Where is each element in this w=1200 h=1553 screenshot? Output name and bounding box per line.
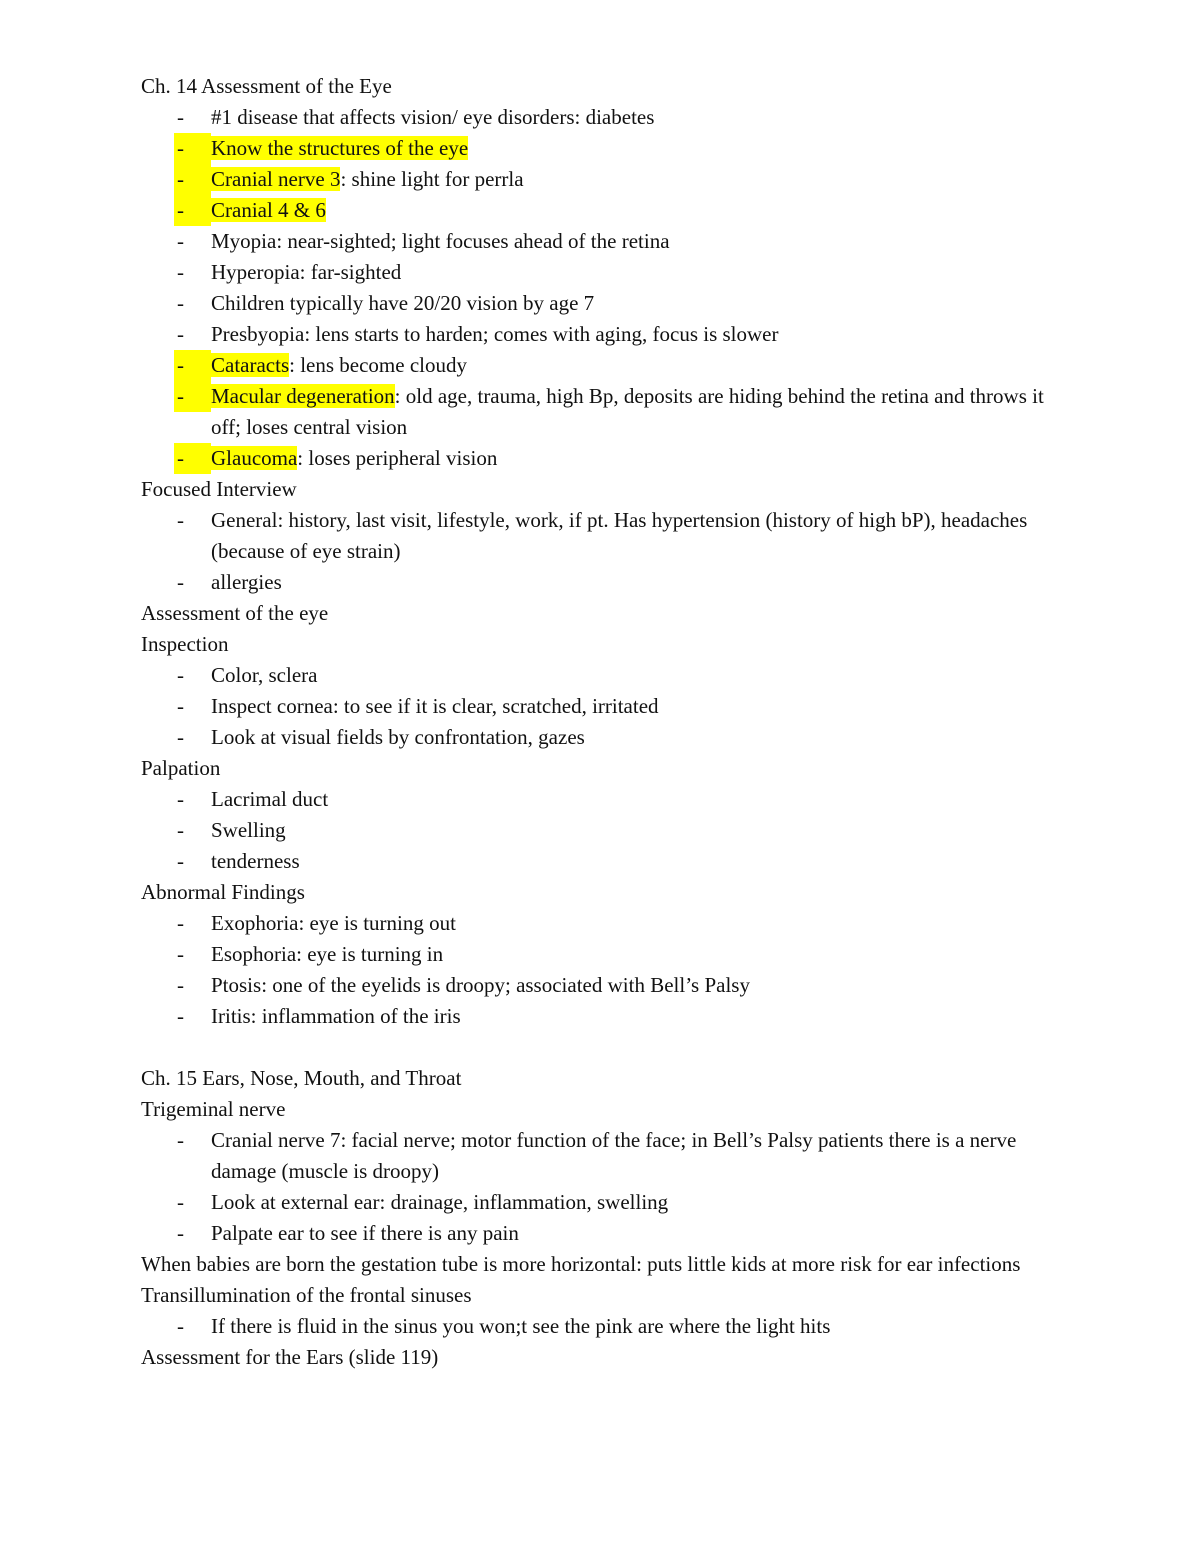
item-text: Color, sclera xyxy=(211,663,318,687)
bullet-dash: - xyxy=(177,570,184,594)
bullet-dash: - xyxy=(174,133,211,164)
list-item xyxy=(141,846,1071,877)
item-text: #1 disease that affects vision/ eye disorders: diabetes xyxy=(211,105,655,129)
bullet-dash: - xyxy=(177,725,184,749)
list-item xyxy=(141,1125,1071,1187)
list-item xyxy=(141,1311,1071,1342)
list-item xyxy=(141,102,1071,133)
list-item xyxy=(141,722,1071,753)
bullet-dash: - xyxy=(177,663,184,687)
item-text: tenderness xyxy=(211,849,300,873)
bullet-dash: - xyxy=(177,105,184,129)
item-text: : loses peripheral vision xyxy=(297,446,498,470)
item-text: : lens become cloudy xyxy=(289,353,467,377)
bullet-dash: - xyxy=(177,787,184,811)
bullet-dash: - xyxy=(177,291,184,315)
bullet-dash: - xyxy=(177,1004,184,1028)
list-item-highlighted xyxy=(141,195,1071,226)
bullet-dash: - xyxy=(177,1128,184,1152)
document-content xyxy=(141,71,1071,1373)
focused-interview-heading: Focused Interview xyxy=(141,477,297,501)
list-item xyxy=(141,319,1071,350)
list-item-highlighted xyxy=(141,133,1071,164)
item-text: : old age, trauma, high Bp, deposits are hiding behind the retina and throws it off; loses central vision xyxy=(211,384,1044,439)
item-text: allergies xyxy=(211,570,282,594)
list-item xyxy=(141,660,1071,691)
list-item xyxy=(141,691,1071,722)
babies-paragraph: When babies are born the gestation tube is more horizontal: puts little kids at more risk for ear infections xyxy=(141,1252,1021,1276)
bullet-dash: - xyxy=(177,911,184,935)
assessment-eye-heading: Assessment of the eye xyxy=(141,601,329,625)
list-item xyxy=(141,288,1071,319)
list-item xyxy=(141,908,1071,939)
list-item-highlighted xyxy=(141,164,1071,195)
bullet-dash: - xyxy=(177,818,184,842)
transillumination-heading: Transillumination of the frontal sinuses xyxy=(141,1283,472,1307)
list-item-highlighted xyxy=(141,350,1071,381)
bullet-dash: - xyxy=(177,229,184,253)
list-item xyxy=(141,1187,1071,1218)
list-item-highlighted xyxy=(141,443,1071,474)
item-text: Exophoria: eye is turning out xyxy=(211,911,456,935)
highlighted-text: Cranial nerve 3 xyxy=(211,167,341,191)
list-item xyxy=(141,567,1071,598)
chapter-14-title: Ch. 14 Assessment of the Eye xyxy=(141,74,392,98)
highlighted-text: Cranial 4 & 6 xyxy=(211,198,326,222)
list-item xyxy=(141,970,1071,1001)
bullet-dash: - xyxy=(177,1190,184,1214)
item-text: Look at external ear: drainage, inflammation, swelling xyxy=(211,1190,669,1214)
bullet-dash: - xyxy=(177,1314,184,1338)
bullet-dash: - xyxy=(174,381,211,412)
bullet-dash: - xyxy=(177,1221,184,1245)
item-text: Esophoria: eye is turning in xyxy=(211,942,444,966)
item-text: Palpate ear to see if there is any pain xyxy=(211,1221,519,1245)
item-text: Hyperopia: far-sighted xyxy=(211,260,402,284)
item-text: Swelling xyxy=(211,818,286,842)
highlighted-text: Know the structures of the eye xyxy=(211,136,469,160)
list-item xyxy=(141,257,1071,288)
bullet-dash: - xyxy=(174,195,211,226)
bullet-dash: - xyxy=(174,164,211,195)
item-text: Ptosis: one of the eyelids is droopy; associated with Bell’s Palsy xyxy=(211,973,750,997)
bullet-dash: - xyxy=(177,849,184,873)
list-item xyxy=(141,1218,1071,1249)
item-text: If there is fluid in the sinus you won;t see the pink are where the light hits xyxy=(211,1314,831,1338)
bullet-dash: - xyxy=(174,443,211,474)
list-item xyxy=(141,939,1071,970)
item-text: General: history, last visit, lifestyle, work, if pt. Has hypertension (history of high bP), headaches (because of eye strain) xyxy=(211,508,1028,563)
bullet-dash: - xyxy=(174,350,211,381)
bullet-dash: - xyxy=(177,260,184,284)
bullet-dash: - xyxy=(177,508,184,532)
list-item xyxy=(141,226,1071,257)
item-text: Look at visual fields by confrontation, gazes xyxy=(211,725,585,749)
abnormal-findings-heading: Abnormal Findings xyxy=(141,880,305,904)
highlighted-text: Macular degeneration xyxy=(211,384,395,408)
trigeminal-heading: Trigeminal nerve xyxy=(141,1097,286,1121)
ears-assessment-heading: Assessment for the Ears (slide 119) xyxy=(141,1345,439,1369)
blank-line xyxy=(141,1032,1071,1063)
list-item xyxy=(141,505,1071,567)
bullet-dash: - xyxy=(177,942,184,966)
bullet-dash: - xyxy=(177,694,184,718)
inspection-heading: Inspection xyxy=(141,632,229,656)
highlighted-text: Glaucoma xyxy=(211,446,298,470)
list-item-highlighted xyxy=(141,381,1071,443)
item-text: Lacrimal duct xyxy=(211,787,329,811)
chapter-15-title: Ch. 15 Ears, Nose, Mouth, and Throat xyxy=(141,1066,462,1090)
bullet-dash: - xyxy=(177,322,184,346)
list-item xyxy=(141,815,1071,846)
item-text: Children typically have 20/20 vision by age 7 xyxy=(211,291,595,315)
highlighted-text: Cataracts xyxy=(211,353,290,377)
item-text: Iritis: inflammation of the iris xyxy=(211,1004,461,1028)
palpation-heading: Palpation xyxy=(141,756,221,780)
bullet-dash: - xyxy=(177,973,184,997)
item-text: Presbyopia: lens starts to harden; comes with aging, focus is slower xyxy=(211,322,779,346)
item-text: Myopia: near-sighted; light focuses ahead of the retina xyxy=(211,229,670,253)
item-text: Cranial nerve 7: facial nerve; motor function of the face; in Bell’s Palsy patients there is a nerve damage (muscle is droopy) xyxy=(211,1128,1017,1183)
item-text: : shine light for perrla xyxy=(340,167,524,191)
list-item xyxy=(141,1001,1071,1032)
list-item xyxy=(141,784,1071,815)
item-text: Inspect cornea: to see if it is clear, scratched, irritated xyxy=(211,694,659,718)
